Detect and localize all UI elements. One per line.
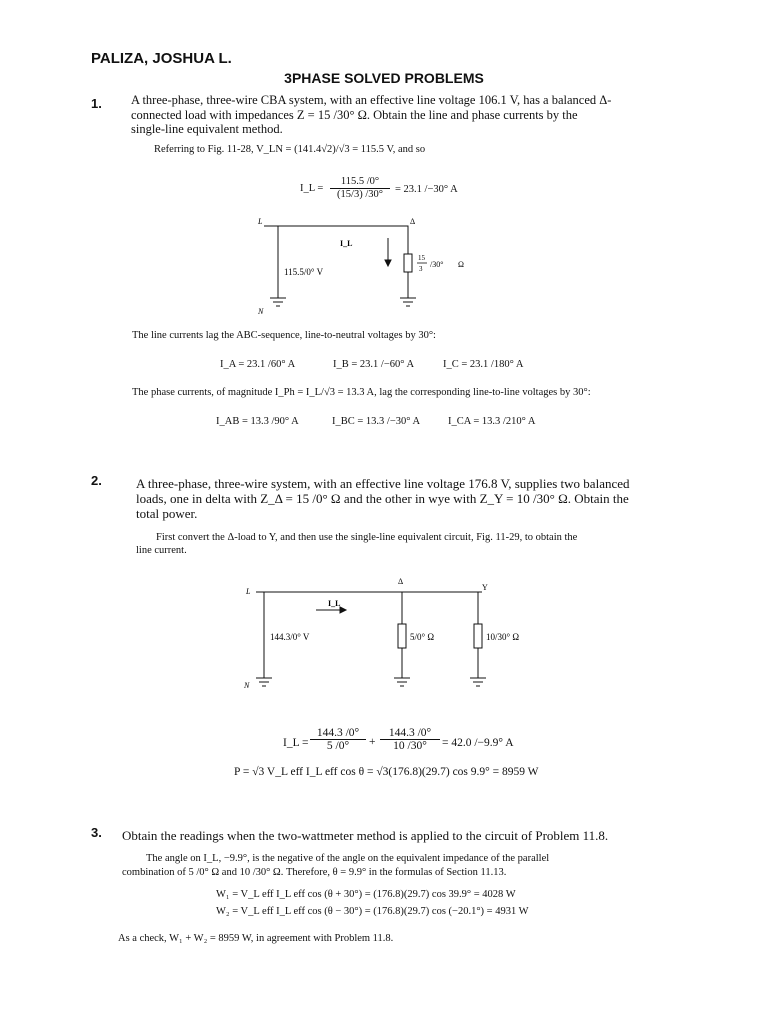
problem-2-line: total power. bbox=[136, 506, 198, 521]
problem-3-number: 3. bbox=[91, 825, 102, 840]
fig-label: 10/30° Ω bbox=[486, 632, 520, 642]
wire bbox=[264, 226, 408, 254]
fig-label: 3 bbox=[419, 265, 423, 273]
line-current-a: I_A = 23.1 /60° A bbox=[220, 359, 296, 370]
fig-label: L bbox=[258, 218, 263, 226]
problem-2-line: loads, one in delta with Z_Δ = 15 /0° Ω and the other in wye with Z_Y = 10 /30° Ω. Obtain the bbox=[136, 491, 629, 506]
problem-1-line: A three-phase, three-wire CBA system, with an effective line voltage 106.1 V, has a balanced Δ- bbox=[131, 93, 612, 107]
fig-label: Ω bbox=[458, 260, 464, 269]
eq2-fraction-2 bbox=[380, 727, 440, 752]
line-current-c: I_C = 23.1 /180° A bbox=[443, 359, 524, 370]
problem-3-statement: Obtain the readings when the two-wattmeter method is applied to the circuit of Problem 11.8. bbox=[122, 828, 609, 843]
eq-fraction bbox=[330, 176, 390, 200]
fig-label: Y bbox=[482, 583, 488, 592]
problem-2-line: A three-phase, three-wire system, with an effective line voltage 176.8 V, supplies two balanced bbox=[136, 476, 630, 491]
impedance-box bbox=[398, 624, 406, 648]
convert-line: line current. bbox=[136, 545, 187, 556]
eq2-numerator: 144.3 /0° bbox=[380, 727, 440, 740]
problem-1-line: single-line equivalent method. bbox=[131, 122, 283, 136]
fig-label: L bbox=[246, 587, 251, 596]
eq2-fraction-1 bbox=[310, 727, 366, 752]
eq-lhs: I_L = bbox=[300, 183, 324, 194]
fig-label: N bbox=[258, 307, 264, 316]
fig-label: /30° bbox=[430, 260, 444, 269]
explain-line: The angle on I_L, −9.9°, is the negative of the angle on the equivalent impedance of the parallel bbox=[146, 853, 550, 864]
problem-2-statement bbox=[136, 476, 656, 521]
phase-current-text: The phase currents, of magnitude I_Ph = I_L/√3 = 13.3 A, lag the corresponding line-to-line voltages by 30°: bbox=[132, 387, 591, 398]
fig-label: 144.3/0° V bbox=[270, 632, 310, 642]
eq2-plus: + bbox=[369, 736, 376, 748]
wattmeter-1-reading: W₁ = V_L eff I_L eff cos (θ + 30°) = (176.8)(29.7) cos 39.9° = 4028 W bbox=[216, 889, 516, 900]
eq-denominator: (15/3) /30° bbox=[337, 189, 383, 200]
fig-label: 5/0° Ω bbox=[410, 632, 435, 642]
line-current-b: I_B = 23.1 /−60° A bbox=[333, 359, 415, 370]
problem-2-convert bbox=[136, 531, 577, 557]
fig-label: N bbox=[244, 681, 250, 690]
circuit-figure-1 bbox=[250, 218, 480, 318]
problem-1-number: 1. bbox=[91, 96, 102, 111]
eq2-numerator: 144.3 /0° bbox=[310, 727, 366, 740]
problem-1-referring: Referring to Fig. 11-28, V_LN = (141.4√2)/√3 = 115.5 V, and so bbox=[154, 144, 426, 155]
fig-label: 115.5/0° V bbox=[284, 267, 324, 277]
author-name: PALIZA, JOSHUA L. bbox=[91, 50, 232, 67]
line-current-lag-text: The line currents lag the ABC-sequence, line-to-neutral voltages by 30°: bbox=[132, 330, 436, 341]
problem-1-line: connected load with impedances Z = 15 /30° Ω. Obtain the line and phase currents by the bbox=[131, 107, 578, 122]
fig-label: I_L bbox=[328, 599, 341, 608]
problem-1-statement bbox=[131, 93, 651, 137]
problem-2-number: 2. bbox=[91, 473, 102, 488]
eq2-denominator: 5 /0° bbox=[326, 740, 350, 752]
impedance-box bbox=[474, 624, 482, 648]
eq2-result: = 42.0 /−9.9° A bbox=[442, 737, 514, 749]
circuit-figure-2 bbox=[236, 578, 556, 694]
document-title: 3PHASE SOLVED PROBLEMS bbox=[284, 70, 484, 86]
eq2-denominator: 10 /30° bbox=[393, 740, 427, 752]
arrow-head bbox=[385, 260, 391, 266]
phase-current-ab: I_AB = 13.3 /90° A bbox=[216, 416, 299, 427]
check-text: As a check, W₁ + W₂ = 8959 W, in agreement with Problem 11.8. bbox=[118, 933, 394, 944]
phase-current-bc: I_BC = 13.3 /−30° A bbox=[332, 416, 421, 427]
arrow-head bbox=[340, 607, 346, 613]
eq-numerator: 115.5 /0° bbox=[330, 176, 390, 189]
fig-label: 15 bbox=[418, 254, 425, 262]
wattmeter-2-reading: W₂ = V_L eff I_L eff cos (θ − 30°) = (176.8)(29.7) cos (−20.1°) = 4931 W bbox=[216, 906, 529, 917]
eq2-lhs: I_L = bbox=[283, 737, 309, 749]
phase-current-ca: I_CA = 13.3 /210° A bbox=[448, 416, 536, 427]
explain-line: combination of 5 /0° Ω and 10 /30° Ω. Therefore, θ = 9.9° in the formulas of Section 11.13. bbox=[122, 867, 507, 878]
problem-3-explanation bbox=[122, 852, 549, 880]
power-equation: P = √3 V_L eff I_L eff cos θ = √3(176.8)(29.7) cos 9.9° = 8959 W bbox=[234, 766, 539, 778]
convert-line: First convert the Δ-load to Y, and then use the single-line equivalent circuit, Fig. 11-29, to obtain the bbox=[156, 532, 578, 543]
impedance-box bbox=[404, 254, 412, 272]
fig-label: I_L bbox=[340, 239, 353, 248]
eq-result: = 23.1 /−30° A bbox=[395, 184, 458, 195]
fig-label: Δ bbox=[398, 578, 404, 586]
fig-label: Δ bbox=[410, 218, 416, 226]
